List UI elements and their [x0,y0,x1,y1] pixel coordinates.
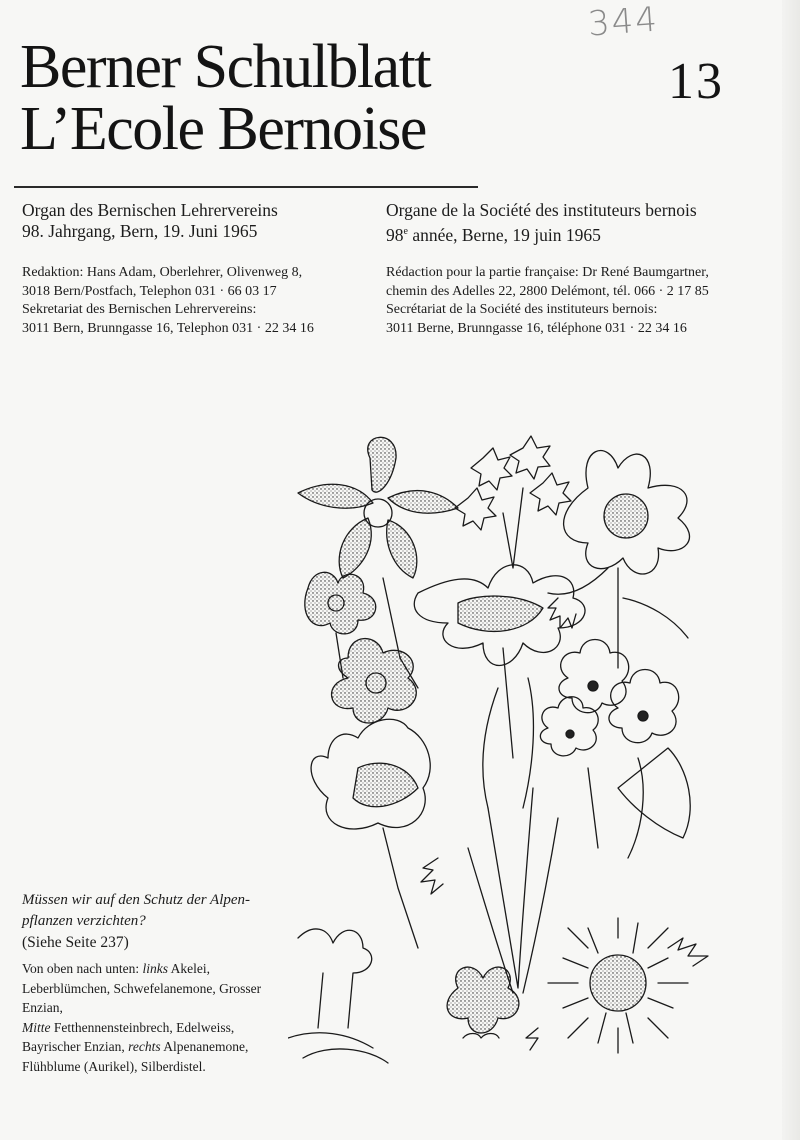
grass-leaves [421,788,558,993]
saxifrage-flowers [455,436,571,568]
contact-line: Rédaction pour la partie française: Dr René Baumgartner, [386,265,709,280]
caption-intro: Von oben nach unten: [22,961,143,976]
caption-label-right: rechts [128,1039,161,1054]
caption-question-line-1: Müssen wir auf den Schutz der Alpen- [22,892,251,908]
edition-french-rest: année, Berne, 19 juin 1965 [407,224,601,245]
silver-thistle [526,918,708,1053]
contact-french [386,264,709,338]
organ-german: Organ des Bernischen Lehrervereins [22,200,278,220]
caption-label-middle: Mitte [22,1019,51,1035]
caption-list-right: Alpenanemone, Flühblume (Aurikel), Silberdistel. [22,1039,249,1074]
contact-line: Secrétariat de la Société des instituteurs bernois: [386,302,658,317]
contact-line: 3018 Bern/Postfach, Telephon 031 · 66 03 17 [22,283,277,299]
sulphur-anemone [332,639,417,723]
caption-label-left: links [142,961,168,976]
edition-german: 98. Jahrgang, Bern, 19. Juni 1965 [22,221,258,241]
handwritten-page-annotation: 344 [586,0,661,45]
title-french: L’Ecole Bernoise [20,95,426,163]
contact-line: 3011 Bern, Brunngasse 16, Telephon 031 · 22 34 16 [22,320,314,336]
contact-line: chemin des Adelles 22, 2800 Delémont, tél. 066 · 2 17 85 [386,283,709,299]
contact-line: Redaktion: Hans Adam, Oberlehrer, Olivenweg 8, [22,265,303,280]
illustration-caption [22,890,282,1076]
alpine-anemone [548,451,689,668]
organ-french: Organe de la Société des instituteurs bernois [386,200,697,220]
great-gentian [311,719,430,948]
imprint-german [22,200,278,242]
edition-french-superscript: e [403,226,408,237]
masthead [20,33,431,163]
auricula-primrose [540,640,690,859]
contact-line: Sekretariat des Bernischen Lehrervereins: [22,302,257,317]
caption-flower-list [22,959,282,1076]
issue-number: 13 [668,53,724,110]
contact-german [22,264,314,338]
scan-page-edge [782,0,800,1140]
caption-list-middle: Fetthennensteinbrech, Edelweiss, Bayrischer Enzian, [22,1019,235,1054]
caption-list-left: Akelei, Leberblümchen, Schwefelanemone, Grosser Enzian, [22,961,262,1015]
alpine-flowers-illustration-icon [288,428,728,1068]
contact-line: 3011 Berne, Brunngasse 16, téléphone 031 · 22 34 16 [386,320,687,336]
rule-k [14,186,478,188]
bavarian-gentian [288,929,388,1063]
caption-question-line-2: pflanzen verzichten? [22,913,146,929]
caption-page-reference: (Siehe Seite 237) [22,934,129,951]
edition-french [386,221,697,246]
title-german: Berner Schulblatt [20,33,431,101]
edition-french-number: 98 [386,224,404,245]
imprint-french [386,200,697,246]
